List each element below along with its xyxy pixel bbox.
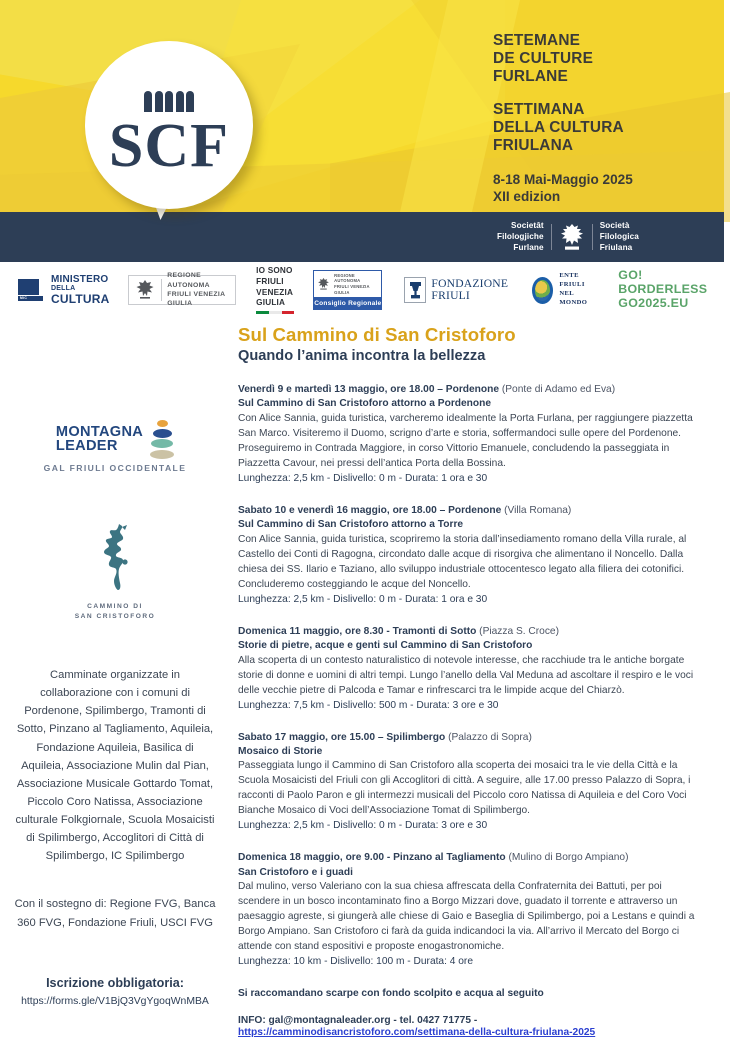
- event-description: Con Alice Sannia, guida turistica, scopriremo la storia dall’insediamento romano della Villa rurale, al Castello dei Conti di Ragogna, circondato dalle acque di risorgiva che alimentano il Noncello. Dalla chiesa dei SS. Ilario e Taziano, allo sviluppo industriale ottocentesco legato alla filiera dei cotonifici. Concluderemo costeggiando le acque del Noncello.: [238, 533, 687, 590]
- event-when: Sabato 10 e venerdì 16 maggio, ore 18.00 – Pordenone (Villa Romana): [238, 504, 572, 516]
- event-stats: Lunghezza: 2,5 km - Dislivello: 0 m - Durata: 1 ora e 30: [238, 593, 488, 605]
- cammino-line-1: CAMMINO DI: [87, 602, 143, 610]
- go-line-1: GO! BORDERLESS: [618, 268, 708, 297]
- divider: [551, 224, 552, 250]
- pilgrim-staff-icon: [94, 521, 136, 593]
- event-description: Con Alice Sannia, guida turistica, varcheremo idealmente la Porta Furlana, per raggiungere piazzetta San Marco. Visiteremo il Duomo, scrigno d’arte e storia, soffermandoci sulle opere del Pordenone. Proseguiremo in Contrada Maggiore, in corso Vittorio Emanuele, concludendo la passeggiata in Piazzetta Cavour, nei pressi dell’antica Porta della Bossina.: [238, 412, 693, 469]
- event-when: Domenica 18 maggio, ore 9.00 - Pinzano al Tagliamento (Mulino di Borgo Ampiano): [238, 852, 629, 864]
- consiglio-top-1: REGIONE AUTONOMA: [334, 272, 361, 284]
- scf-logo: [85, 41, 253, 220]
- logo-consiglio-regionale: [313, 270, 382, 311]
- hero-title-group: [493, 32, 703, 206]
- hero-title-fur-2: DE CULTURE: [493, 50, 594, 68]
- page-subtitle: Quando l’anima incontra la bellezza: [238, 348, 486, 365]
- montagna-leader-line-1: MONTAGNA: [55, 423, 144, 440]
- main-content: [230, 324, 724, 1038]
- hero-dates: 8-18 Mai-Maggio 2025: [493, 172, 633, 188]
- event-item: [238, 383, 706, 487]
- consiglio-top-2: FRIULI VENEZIA GIULIA: [334, 284, 370, 295]
- event-item: [238, 504, 706, 608]
- columns-icon: [144, 91, 194, 112]
- event-description: Dal mulino, verso Valeriano con la sua chiesa affrescata della Confraternita dei Battuti, per poi scendere in un bosco incontaminato fino a Borgo Mizzari dove, guadato il torrente e attraverso un paesaggio agreste, si giungerà alle chiese di Gaio e Baseglia di Spilimbergo, poi a Lestans e quindi a Borgo Ampiano. San Cristoforo ci farà da guida indicandoci la via. All’arrivo il Mercato del Borgo ci attende con stand espositivi e proposte enogastronomiche.: [238, 881, 695, 953]
- event-place: (Mulino di Borgo Ampiano): [508, 852, 629, 864]
- event-when: Sabato 17 maggio, ore 15.00 – Spilimbergo (Palazzo di Sopra): [238, 731, 532, 743]
- cammino-line-2: SAN CRISTOFORO: [74, 612, 156, 620]
- montagna-leader-subtitle: GAL FRIULI OCCIDENTALE: [43, 462, 187, 473]
- iosono-line-1: IO SONO: [256, 266, 293, 276]
- regione-line-1: REGIONE AUTONOMA: [167, 272, 210, 289]
- hero-title-ita-3: FRIULANA: [493, 137, 574, 155]
- cammino-subtitle: [75, 602, 156, 622]
- go-line-2: GO2025.EU: [618, 295, 689, 310]
- italian-flag-icon: [256, 311, 294, 314]
- iosono-line-3: VENEZIA: [256, 287, 294, 297]
- fondazione-mark-icon: [404, 277, 426, 303]
- event-place: (Ponte di Adamo ed Eva): [501, 383, 616, 395]
- event-stats: Lunghezza: 7,5 km - Dislivello: 500 m - Durata: 3 ore e 30: [238, 699, 499, 711]
- event-name: Sul Cammino di San Cristoforo attorno a Pordenone: [238, 398, 492, 410]
- collaboration-text: Camminate organizzate in collaborazione con i comuni di Pordenone, Spilimbergo, Tramonti di Sotto, Pinzano al Tagliamento, Aquileia, Fondazione Aquileia, Basilica di Aquileia, Associazione Mulin dal Pian, Associazione Musicale Gottardo Tomat, Piccolo Coro Natissa, Associazione culturale Folkgiornale, Scuola Mosaicisti di Spilimbergo, Accoglitori di Città di Spilimbergo, IC Spilimbergo: [15, 668, 215, 863]
- event-when: Domenica 11 maggio, ore 8.30 - Tramonti di Sotto (Piazza S. Croce): [238, 625, 559, 637]
- fondazione-line-1: FONDAZIONE: [431, 277, 509, 291]
- registration-url[interactable]: https://forms.gle/V1BjQ3VgYgoqWnMBA: [21, 995, 209, 1007]
- ente-line-1: ENTE FRIULI: [559, 272, 585, 289]
- event-stats: Lunghezza: 2,5 km - Dislivello: 0 m - Durata: 1 ora e 30: [238, 472, 488, 484]
- divider: [592, 224, 593, 250]
- ente-seal-icon: [532, 277, 553, 304]
- event-place: (Palazzo di Sopra): [448, 731, 532, 743]
- sponsor-logo-strip: [0, 262, 724, 318]
- event-name: Storie di pietre, acque e genti sul Cammino di San Cristoforo: [238, 640, 533, 652]
- eagle-icon: [317, 277, 330, 291]
- event-name: Mosaico di Storie: [238, 745, 323, 757]
- regione-line-2: FRIULI VENEZIA GIULIA: [167, 291, 226, 308]
- page-title: Sul Cammino di San Cristoforo: [238, 324, 516, 345]
- event-description: Passeggiata lungo il Cammino di San Cristoforo alla scoperta dei mosaici tra le vie della Città e la Scuola Mosaicisti del Friuli con gli Accoglitori di città. A seguire, alle 17.00 presso Palazzo di Sopra, i racconti di Paolo Paron e gli intermezzi musicali del Piccolo coro Natissa di Aquileia e del Coro Voci Bianche Mosaico di Voci dell’Associazione Tomat di Spilimbergo.: [238, 760, 691, 817]
- event-item: [238, 851, 706, 970]
- recommendation-note: Si raccomandano scarpe con fondo scolpito e acqua al seguito: [238, 988, 544, 1000]
- hero-title-fur-3: FURLANE: [493, 68, 568, 86]
- stacked-stones-icon: [150, 420, 174, 459]
- consiglio-label: Consiglio Regionale: [314, 297, 381, 309]
- event-place: (Villa Romana): [504, 504, 572, 516]
- ente-line-2: NEL MONDO: [559, 290, 588, 306]
- hero-title-ita-2: DELLA CULTURA: [493, 119, 624, 137]
- event-item: [238, 625, 706, 714]
- societa-filologica-friulana-text: Società Filologica Friulana: [599, 221, 639, 252]
- ministero-line-3: CULTURA: [51, 291, 110, 306]
- scf-monogram: SCF: [108, 112, 230, 180]
- iosono-line-2: FRIULI: [256, 277, 284, 287]
- hero-banner: [0, 0, 724, 212]
- eagle-icon: [135, 279, 155, 301]
- logo-ministero-della-cultura: [18, 275, 110, 305]
- logo-ente-friuli-nel-mondo: [532, 272, 596, 308]
- event-name: San Cristoforo e i guadi: [238, 866, 353, 878]
- logo-regione-autonoma-fvg: [128, 272, 237, 308]
- hero-title-fur-1: SETEMANE: [493, 32, 581, 49]
- event-when: Venerdì 9 e martedì 13 maggio, ore 18.00 – Pordenone (Ponte di Adamo ed Eva): [238, 383, 616, 395]
- eagle-icon: [559, 222, 585, 252]
- event-description: Alla scoperta di un contesto naturalistico di notevole interesse, che racchiude tra le antiche borgate storie di donne e uomini di altri tempi. Lungo l’anello della Val Meduna ad ascoltare il respiro e le voci delle vecchie pietre di Palcoda e Tamar e rinfrescarci tra le limpide acque del Chiarzò.: [238, 654, 694, 696]
- event-stats: Lunghezza: 2,5 km - Dislivello: 0 m - Durata: 3 ore e 30: [238, 820, 488, 832]
- info-line: INFO: gal@montagnaleader.org - tel. 0427 71775 -: [238, 1015, 478, 1027]
- montagna-leader-line-2: LEADER: [55, 438, 118, 455]
- logo-fondazione-friuli: [404, 277, 508, 303]
- event-stats: Lunghezza: 10 km - Dislivello: 100 m - Durata: 4 ore: [238, 956, 473, 968]
- societa-filologica-logo: [497, 221, 639, 254]
- registration-label: Iscrizione obbligatoria:: [46, 975, 184, 990]
- ministero-line-1: MINISTERO: [51, 274, 109, 286]
- event-place: (Piazza S. Croce): [479, 625, 559, 637]
- support-text: Con il sostegno di: Regione FVG, Banca 360 FVG, Fondazione Friuli, USCI FVG: [14, 898, 216, 929]
- sidebar: [0, 324, 230, 1038]
- fondazione-line-2: FRIULI: [431, 289, 470, 302]
- ministero-emblem-icon: MiC: [18, 279, 46, 301]
- info-url[interactable]: https://camminodisancristoforo.com/settimana-della-cultura-friulana-2025: [238, 1027, 596, 1038]
- ministero-line-2: DELLA: [51, 285, 76, 293]
- iosono-line-4: GIULIA: [256, 298, 286, 308]
- logo-io-sono-fvg: [256, 266, 294, 313]
- societa-filologica-furlane-text: Societât Filologjiche Furlane: [497, 221, 544, 252]
- event-item: [238, 731, 706, 835]
- montagna-leader-logo: [14, 420, 216, 473]
- hero-edition: XII edizion: [493, 189, 561, 205]
- hero-title-ita-1: SETTIMANA: [493, 101, 585, 119]
- cammino-logo: [14, 521, 216, 622]
- event-name: Sul Cammino di San Cristoforo attorno a Torre: [238, 519, 464, 531]
- logo-go-borderless: [618, 269, 712, 311]
- body-wrapper: [0, 318, 724, 1038]
